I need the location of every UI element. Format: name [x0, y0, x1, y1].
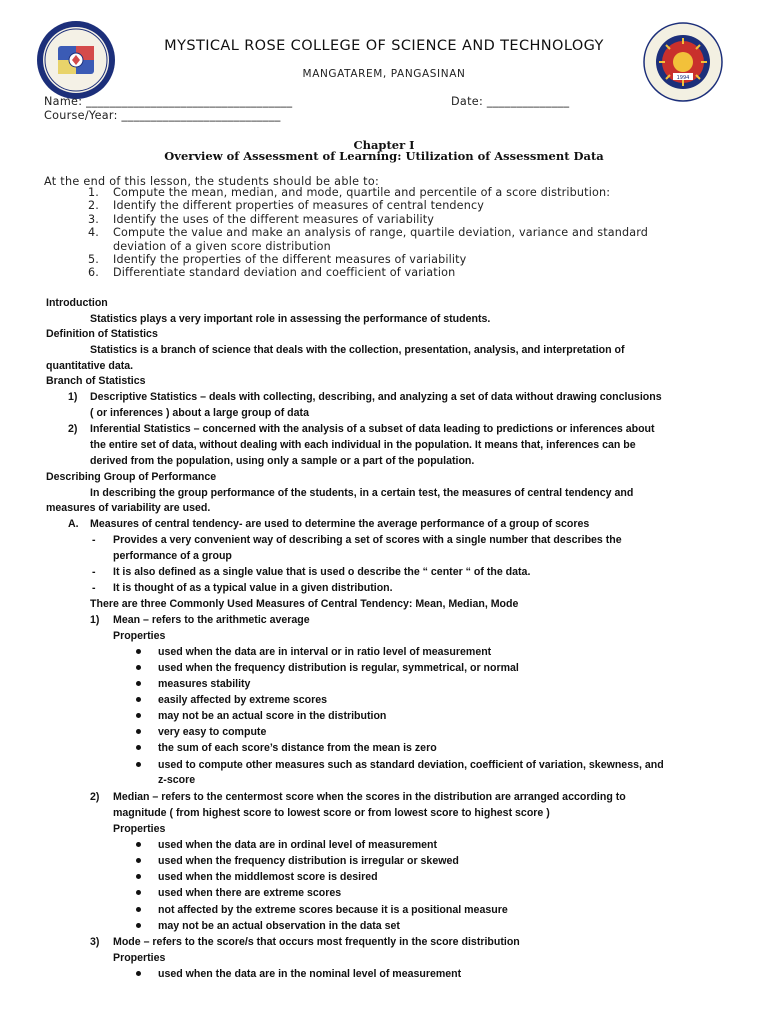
median-property: not affected by the extreme scores because it is a positional measure — [158, 904, 508, 916]
mean-property: the sum of each score’s distance from the mean is zero — [158, 742, 437, 754]
course-year-field-label: Course/Year: ___________________________ — [44, 109, 281, 122]
group-performance-text-line2: measures of variability are used. — [46, 502, 211, 514]
dash-marker: - — [92, 582, 96, 594]
median-properties-label: Properties — [113, 823, 166, 835]
bullet — [136, 697, 141, 702]
bullet — [136, 842, 141, 847]
mode-definition: Mode – refers to the score/s that occurs most frequently in the score distribution — [113, 936, 520, 948]
three-measures-text: There are three Commonly Used Measures of Central Tendency: Mean, Median, Mode — [90, 598, 519, 610]
branch-1-number: 1) — [68, 391, 78, 403]
section-a-letter: A. — [68, 518, 79, 530]
objectives-list — [88, 186, 703, 280]
date-field-label: Date: ______________ — [451, 95, 570, 108]
mode-property: used when the data are in the nominal level of measurement — [158, 968, 462, 980]
bullet — [136, 858, 141, 863]
mean-definition: Mean – refers to the arithmetic average — [113, 614, 310, 626]
bullet — [136, 745, 141, 750]
median-number: 2) — [90, 791, 100, 803]
dash-marker: - — [92, 534, 96, 546]
bullet — [136, 874, 141, 879]
bullet — [136, 729, 141, 734]
median-definition-line2: magnitude ( from highest score to lowest score or from lowest score to highest score ) — [113, 807, 550, 819]
college-seal-logo — [36, 20, 116, 100]
section-a-text: Measures of central tendency- are used to determine the average performance of a group of scores — [90, 518, 590, 530]
median-property: may not be an actual observation in the data set — [158, 920, 400, 932]
bullet — [136, 971, 141, 976]
school-name: MYSTICAL ROSE COLLEGE OF SCIENCE AND TECHNOLOGY — [164, 38, 604, 54]
median-property: used when the middlemost score is desired — [158, 871, 378, 883]
dash-marker: - — [92, 566, 96, 578]
branch-heading: Branch of Statistics — [46, 375, 146, 387]
bullet — [136, 713, 141, 718]
mode-number: 3) — [90, 936, 100, 948]
mean-property: may not be an actual score in the distribution — [158, 710, 387, 722]
ched-seal-year: 1994 — [676, 75, 690, 81]
ched-seal-logo — [643, 22, 723, 102]
central-tendency-point-2: It is also defined as a single value that is used o describe the “ center “ of the data. — [113, 566, 531, 578]
introduction-heading: Introduction — [46, 297, 108, 309]
bullet — [136, 923, 141, 928]
name-field-label: Name: ___________________________________ — [44, 95, 293, 108]
bullet — [136, 907, 141, 912]
introduction-text: Statistics plays a very important role in assessing the performance of students. — [90, 313, 491, 325]
definition-heading: Definition of Statistics — [46, 328, 158, 340]
objective-item: 5. Identify the properties of the different measures of variability — [88, 253, 467, 267]
central-tendency-point-3: It is thought of as a typical value in a given distribution. — [113, 582, 393, 594]
central-tendency-point-1-line1: Provides a very convenient way of describing a set of scores with a single number that describes the — [113, 534, 622, 546]
bullet — [136, 681, 141, 686]
branch-2-line3: derived from the population, using only a sample or a part of the population. — [90, 455, 475, 467]
objective-item: 1. Compute the mean, median, and mode, quartile and percentile of a score distribution: — [88, 186, 611, 199]
group-performance-text-line1: In describing the group performance of the students, in a certain test, the measures of central tendency and — [90, 487, 634, 499]
mean-property: measures stability — [158, 678, 251, 690]
definition-text-line2: quantitative data. — [46, 360, 134, 372]
bullet — [136, 890, 141, 895]
median-property: used when the data are in ordinal level of measurement — [158, 839, 438, 851]
bullet — [136, 762, 141, 767]
chapter-title: Overview of Assessment of Learning: Utilization of Assessment Data — [164, 149, 604, 163]
objective-item: 4. Compute the value and make an analysis of range, quartile deviation, variance and standard deviation of a given score distribution — [88, 226, 649, 253]
mean-properties-label: Properties — [113, 630, 166, 642]
mode-properties-label: Properties — [113, 952, 166, 964]
objectives-intro: At the end of this lesson, the students should be able to: — [44, 175, 380, 188]
mean-property-continued: z-score — [158, 774, 196, 786]
objective-item: 3. Identify the uses of the different measures of variability — [88, 212, 435, 226]
bullet — [136, 649, 141, 654]
school-location: MANGATAREM, PANGASINAN — [302, 68, 466, 80]
branch-1-line2: ( or inferences ) about a large group of data — [90, 407, 309, 419]
mean-property: used to compute other measures such as standard deviation, coefficient of variation, skewness, and — [158, 759, 664, 771]
median-property: used when the frequency distribution is irregular or skewed — [158, 855, 459, 867]
objective-item: 6. Differentiate standard deviation and coefficient of variation — [88, 266, 456, 280]
median-property: used when there are extreme scores — [158, 887, 342, 899]
branch-1-line1: Descriptive Statistics – deals with collecting, describing, and analyzing a set of data without drawing conclusions — [90, 391, 662, 403]
median-definition-line1: Median – refers to the centermost score when the scores in the distribution are arranged according to — [113, 791, 626, 803]
mean-property: used when the data are in interval or in ratio level of measurement — [158, 646, 492, 658]
definition-text-line1: Statistics is a branch of science that deals with the collection, presentation, analysis, and interpretation of — [90, 344, 625, 356]
mean-property: very easy to compute — [158, 726, 267, 738]
chapter-number: Chapter I — [353, 138, 415, 152]
mean-property: easily affected by extreme scores — [158, 694, 328, 706]
branch-2-line1: Inferential Statistics – concerned with the analysis of a subset of data leading to predictions or inferences about — [90, 423, 655, 435]
mean-number: 1) — [90, 614, 100, 626]
bullet — [136, 665, 141, 670]
central-tendency-point-1-line2: performance of a group — [113, 550, 232, 562]
objective-item: 2. Identify the different properties of measures of central tendency — [88, 199, 485, 213]
mean-property: used when the frequency distribution is regular, symmetrical, or normal — [158, 662, 519, 674]
branch-2-line2: the entire set of data, without dealing with each individual in the population. It means that, inferences can be — [90, 439, 636, 451]
group-performance-heading: Describing Group of Performance — [46, 471, 217, 483]
branch-2-number: 2) — [68, 423, 78, 435]
